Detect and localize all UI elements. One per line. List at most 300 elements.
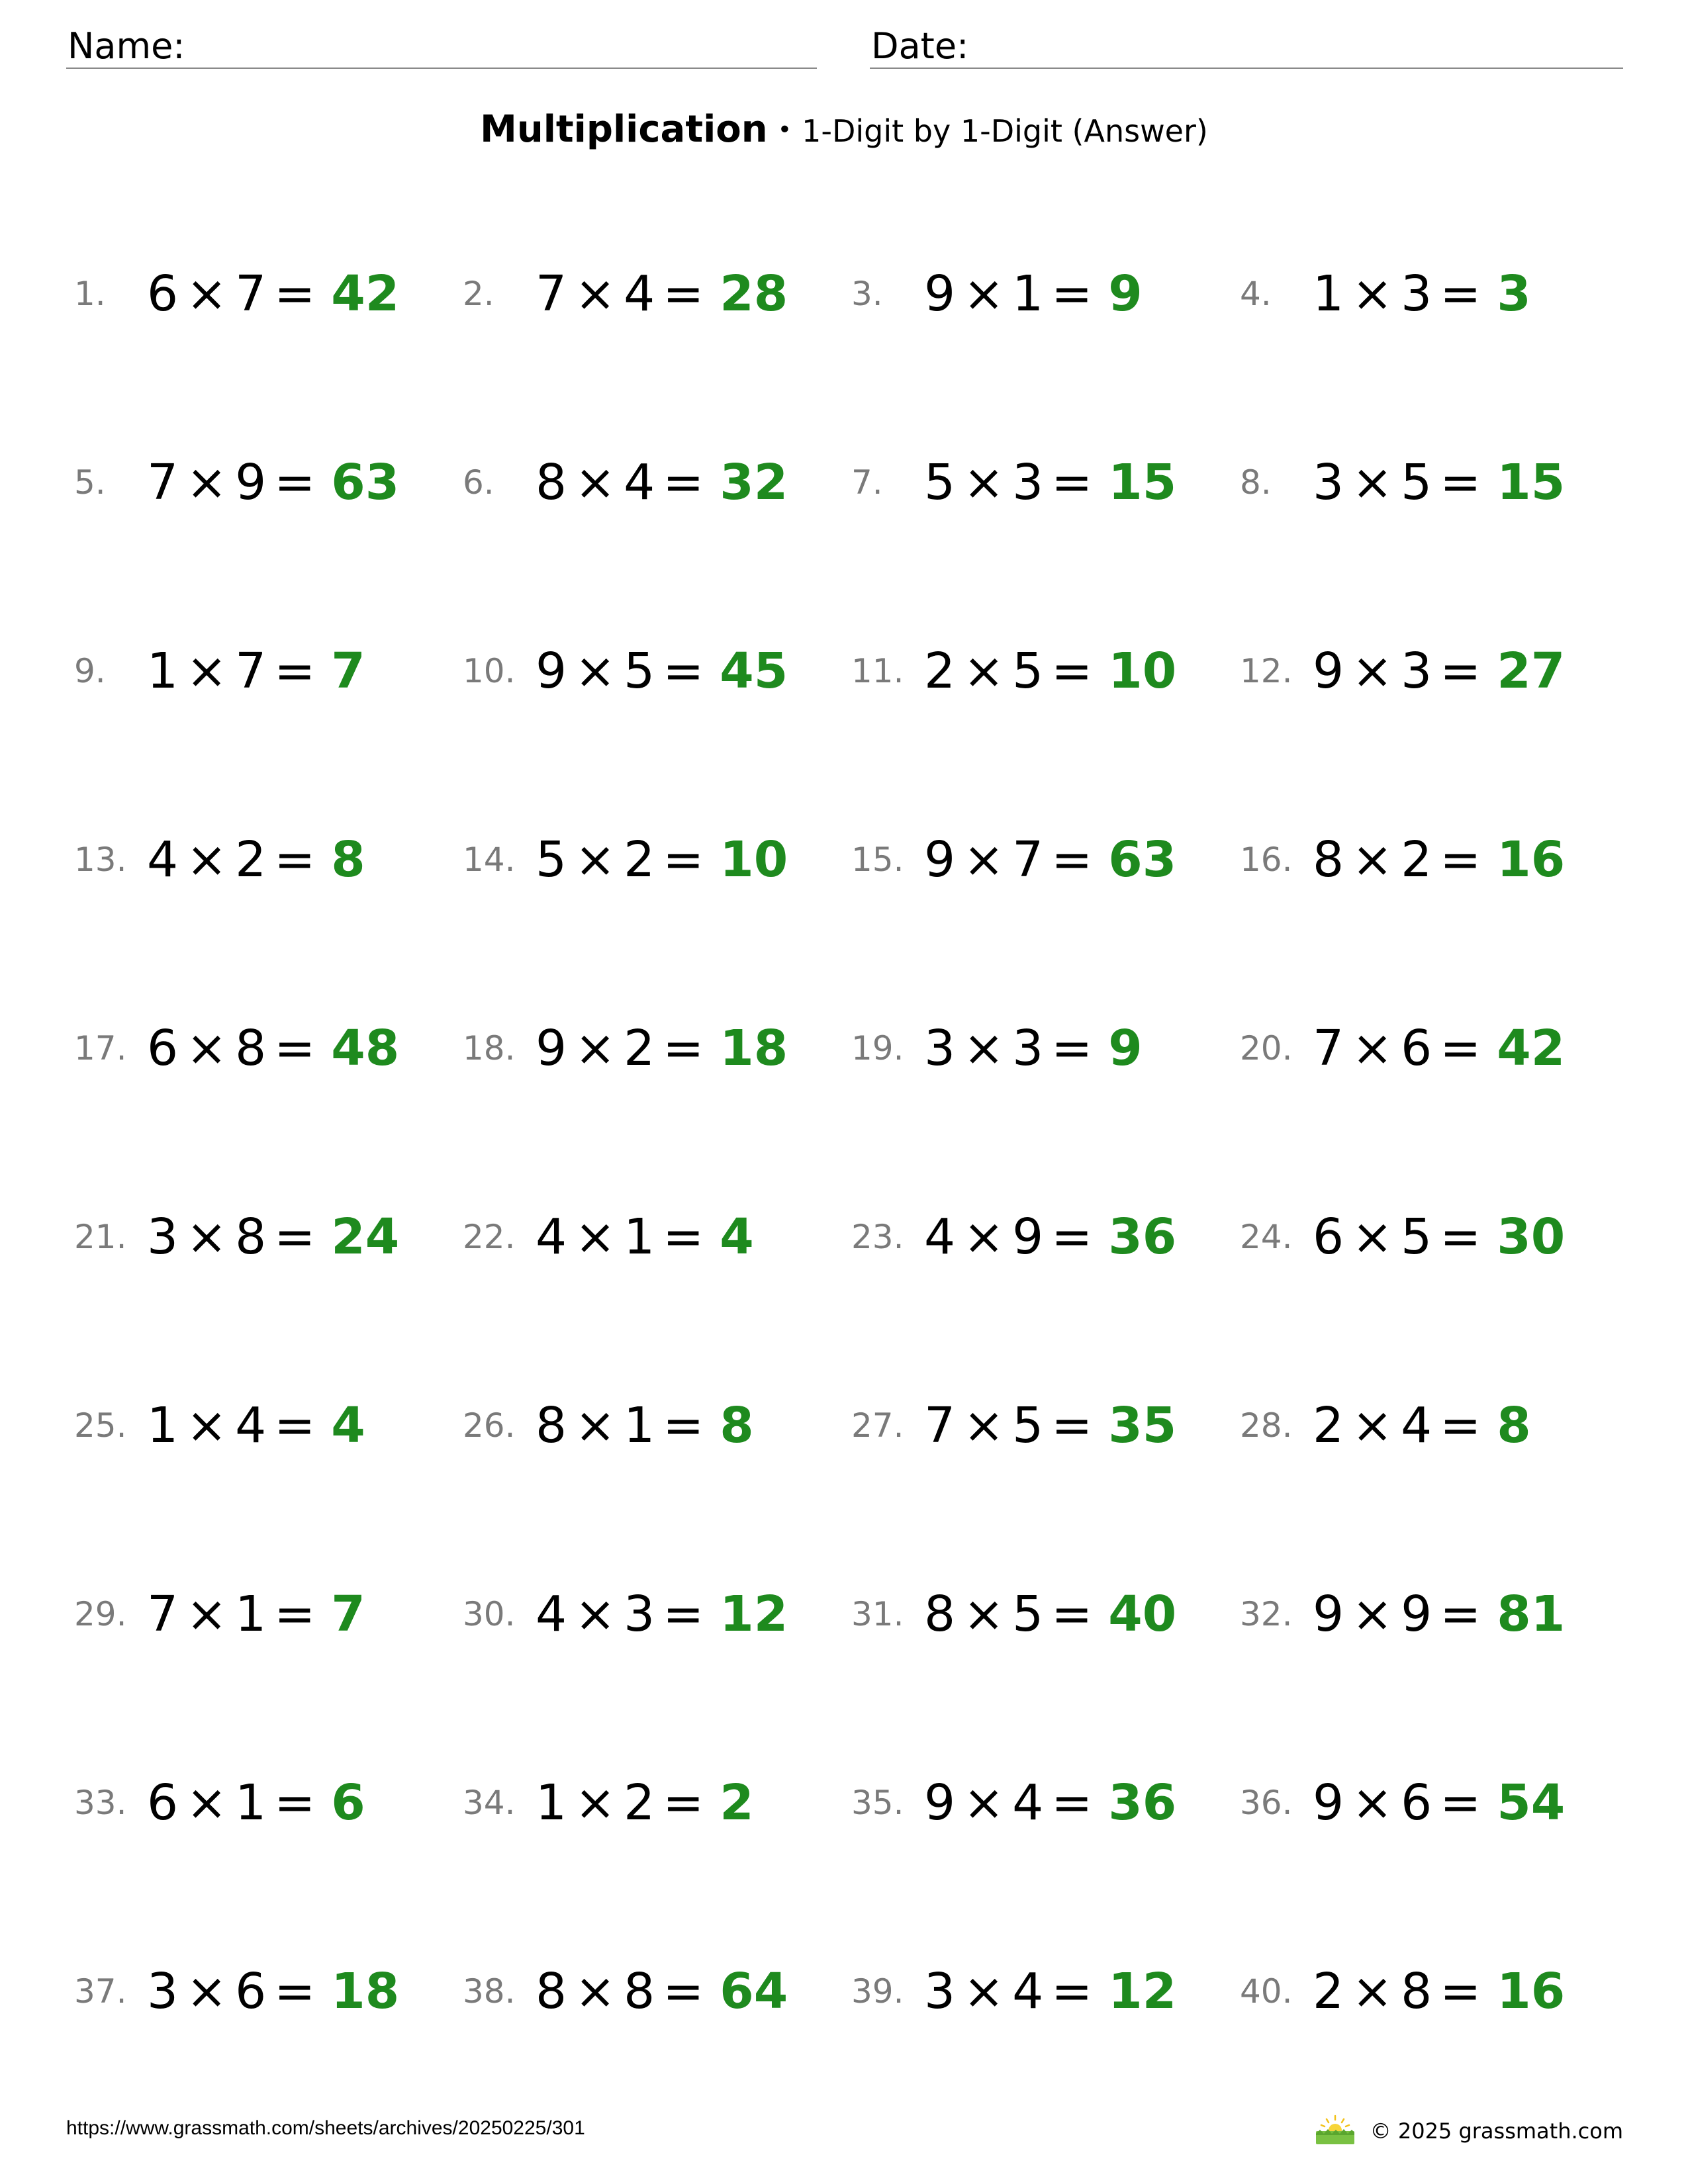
times-sign: × bbox=[963, 454, 1005, 511]
answer: 64 bbox=[720, 1963, 788, 2020]
equals-sign: = bbox=[1051, 1208, 1093, 1265]
equals-sign: = bbox=[1051, 831, 1093, 888]
problem-number: 13. bbox=[74, 841, 127, 879]
operand-b: 7 bbox=[235, 265, 267, 322]
operand-a: 8 bbox=[1313, 831, 1344, 888]
problem-expression bbox=[1313, 1398, 1531, 1453]
equals-sign: = bbox=[1440, 831, 1481, 888]
operand-a: 2 bbox=[1313, 1397, 1344, 1454]
answer: 16 bbox=[1497, 831, 1566, 888]
problem-number: 7. bbox=[851, 463, 883, 502]
operand-a: 7 bbox=[536, 265, 567, 322]
problem-number: 2. bbox=[463, 275, 494, 313]
answer: 42 bbox=[331, 265, 400, 322]
operand-b: 6 bbox=[1401, 1774, 1432, 1831]
operand-a: 1 bbox=[147, 643, 179, 700]
answer: 8 bbox=[720, 1397, 754, 1454]
problem-expression bbox=[1313, 832, 1565, 887]
name-label: Name: bbox=[68, 25, 185, 67]
problem-expression bbox=[536, 1586, 788, 1642]
equals-sign: = bbox=[274, 1963, 316, 2020]
title-bullet: • bbox=[777, 116, 792, 144]
problem-number: 37. bbox=[74, 1972, 127, 2011]
problem-number: 10. bbox=[463, 652, 516, 690]
times-sign: × bbox=[186, 1397, 228, 1454]
problem-number: 33. bbox=[74, 1784, 127, 1822]
problem-number: 18. bbox=[463, 1029, 516, 1068]
problem-expression bbox=[147, 643, 365, 699]
answer: 7 bbox=[331, 1586, 365, 1643]
answer: 45 bbox=[720, 643, 788, 700]
problem-item bbox=[74, 1330, 463, 1519]
operand-b: 8 bbox=[235, 1020, 267, 1077]
problem-expression bbox=[147, 832, 365, 887]
problem-expression bbox=[924, 643, 1176, 699]
times-sign: × bbox=[186, 1586, 228, 1643]
answer: 42 bbox=[1497, 1020, 1566, 1077]
operand-b: 1 bbox=[624, 1208, 655, 1265]
problem-expression bbox=[1313, 1209, 1565, 1265]
problem-grid bbox=[74, 199, 1650, 2085]
answer: 8 bbox=[331, 831, 365, 888]
times-sign: × bbox=[1352, 454, 1393, 511]
operand-b: 2 bbox=[1401, 831, 1432, 888]
problem-expression bbox=[147, 1209, 399, 1265]
problem-item bbox=[463, 1896, 851, 2085]
problem-item bbox=[463, 576, 851, 764]
times-sign: × bbox=[186, 1774, 228, 1831]
problem-number: 5. bbox=[74, 463, 106, 502]
problem-number: 8. bbox=[1240, 463, 1272, 502]
times-sign: × bbox=[186, 1963, 228, 2020]
title-main: Multiplication bbox=[480, 108, 768, 151]
problem-item bbox=[463, 199, 851, 387]
problem-item bbox=[1240, 1896, 1628, 2085]
problem-item bbox=[1240, 953, 1628, 1142]
problem-item bbox=[74, 1519, 463, 1707]
answer: 15 bbox=[1497, 454, 1566, 511]
times-sign: × bbox=[1352, 831, 1393, 888]
problem-number: 6. bbox=[463, 463, 494, 502]
equals-sign: = bbox=[274, 1774, 316, 1831]
problem-item bbox=[463, 1330, 851, 1519]
problem-item bbox=[1240, 387, 1628, 576]
equals-sign: = bbox=[1440, 1397, 1481, 1454]
problem-number: 29. bbox=[74, 1595, 127, 1633]
problem-number: 39. bbox=[851, 1972, 904, 2011]
problem-number: 12. bbox=[1240, 652, 1293, 690]
answer: 18 bbox=[331, 1963, 400, 2020]
problem-expression bbox=[1313, 266, 1531, 322]
answer: 81 bbox=[1497, 1586, 1566, 1643]
problem-number: 35. bbox=[851, 1784, 904, 1822]
answer: 36 bbox=[1108, 1208, 1177, 1265]
operand-a: 9 bbox=[536, 643, 567, 700]
answer: 8 bbox=[1497, 1397, 1531, 1454]
operand-b: 4 bbox=[1012, 1774, 1044, 1831]
operand-a: 9 bbox=[924, 1774, 956, 1831]
times-sign: × bbox=[1352, 1586, 1393, 1643]
answer: 4 bbox=[720, 1208, 754, 1265]
operand-b: 1 bbox=[624, 1397, 655, 1454]
times-sign: × bbox=[575, 265, 616, 322]
equals-sign: = bbox=[663, 643, 704, 700]
problem-item bbox=[74, 1896, 463, 2085]
operand-b: 4 bbox=[1401, 1397, 1432, 1454]
equals-sign: = bbox=[1440, 643, 1481, 700]
operand-a: 3 bbox=[924, 1963, 956, 2020]
equals-sign: = bbox=[274, 643, 316, 700]
problem-item bbox=[463, 953, 851, 1142]
operand-b: 4 bbox=[624, 454, 655, 511]
operand-a: 6 bbox=[1313, 1208, 1344, 1265]
problem-expression bbox=[1313, 1964, 1565, 2019]
operand-a: 4 bbox=[924, 1208, 956, 1265]
problem-item bbox=[851, 953, 1240, 1142]
equals-sign: = bbox=[1051, 1774, 1093, 1831]
answer: 35 bbox=[1108, 1397, 1177, 1454]
operand-a: 7 bbox=[1313, 1020, 1344, 1077]
operand-a: 8 bbox=[536, 1963, 567, 2020]
times-sign: × bbox=[575, 1208, 616, 1265]
operand-a: 6 bbox=[147, 1020, 179, 1077]
problem-item bbox=[851, 387, 1240, 576]
operand-b: 5 bbox=[1401, 454, 1432, 511]
problem-expression bbox=[147, 1775, 365, 1831]
title-subtitle: 1-Digit by 1-Digit (Answer) bbox=[802, 113, 1208, 149]
times-sign: × bbox=[1352, 1397, 1393, 1454]
operand-b: 9 bbox=[1012, 1208, 1044, 1265]
answer: 24 bbox=[331, 1208, 400, 1265]
equals-sign: = bbox=[1440, 454, 1481, 511]
answer: 28 bbox=[720, 265, 788, 322]
operand-b: 3 bbox=[1401, 643, 1432, 700]
problem-expression bbox=[1313, 643, 1565, 699]
answer: 63 bbox=[331, 454, 400, 511]
operand-b: 5 bbox=[1012, 1586, 1044, 1643]
operand-a: 3 bbox=[147, 1208, 179, 1265]
times-sign: × bbox=[575, 643, 616, 700]
equals-sign: = bbox=[274, 1208, 316, 1265]
equals-sign: = bbox=[274, 454, 316, 511]
operand-b: 2 bbox=[624, 1774, 655, 1831]
operand-a: 3 bbox=[924, 1020, 956, 1077]
operand-a: 8 bbox=[924, 1586, 956, 1643]
operand-b: 5 bbox=[1012, 643, 1044, 700]
date-field[interactable] bbox=[870, 24, 1623, 69]
problem-number: 36. bbox=[1240, 1784, 1293, 1822]
operand-b: 8 bbox=[624, 1963, 655, 2020]
problem-item bbox=[463, 1519, 851, 1707]
equals-sign: = bbox=[1051, 454, 1093, 511]
problem-number: 17. bbox=[74, 1029, 127, 1068]
operand-a: 9 bbox=[924, 265, 956, 322]
problem-expression bbox=[147, 1398, 365, 1453]
problem-item bbox=[463, 1707, 851, 1896]
operand-b: 4 bbox=[235, 1397, 267, 1454]
problem-item bbox=[74, 953, 463, 1142]
answer: 9 bbox=[1108, 1020, 1143, 1077]
answer: 12 bbox=[1108, 1963, 1177, 2020]
problem-expression bbox=[1313, 1586, 1565, 1642]
problem-expression bbox=[1313, 1021, 1565, 1076]
footer-url[interactable]: https://www.grassmath.com/sheets/archives/20250225/301 bbox=[66, 2117, 585, 2139]
problem-item bbox=[851, 1142, 1240, 1330]
problem-item bbox=[74, 1707, 463, 1896]
problem-item bbox=[1240, 199, 1628, 387]
operand-a: 1 bbox=[1313, 265, 1344, 322]
times-sign: × bbox=[963, 643, 1005, 700]
answer: 10 bbox=[720, 831, 788, 888]
problem-number: 24. bbox=[1240, 1218, 1293, 1256]
times-sign: × bbox=[1352, 1963, 1393, 2020]
problem-expression bbox=[924, 1775, 1176, 1831]
problem-item bbox=[1240, 1142, 1628, 1330]
problem-expression bbox=[536, 643, 788, 699]
operand-b: 3 bbox=[624, 1586, 655, 1643]
problem-expression bbox=[147, 1586, 365, 1642]
equals-sign: = bbox=[1440, 265, 1481, 322]
problem-number: 30. bbox=[463, 1595, 516, 1633]
problem-expression bbox=[536, 1021, 788, 1076]
times-sign: × bbox=[963, 265, 1005, 322]
times-sign: × bbox=[1352, 1208, 1393, 1265]
page-title bbox=[0, 105, 1688, 163]
operand-a: 4 bbox=[147, 831, 179, 888]
equals-sign: = bbox=[1440, 1963, 1481, 2020]
answer: 36 bbox=[1108, 1774, 1177, 1831]
operand-a: 9 bbox=[1313, 1586, 1344, 1643]
operand-b: 8 bbox=[235, 1208, 267, 1265]
operand-b: 2 bbox=[624, 831, 655, 888]
operand-a: 5 bbox=[924, 454, 956, 511]
operand-b: 9 bbox=[1401, 1586, 1432, 1643]
equals-sign: = bbox=[274, 1397, 316, 1454]
problem-number: 34. bbox=[463, 1784, 516, 1822]
operand-a: 1 bbox=[536, 1774, 567, 1831]
operand-b: 5 bbox=[1401, 1208, 1432, 1265]
times-sign: × bbox=[963, 1963, 1005, 2020]
operand-b: 3 bbox=[1012, 454, 1044, 511]
operand-a: 4 bbox=[536, 1208, 567, 1265]
answer: 2 bbox=[720, 1774, 754, 1831]
problem-expression bbox=[924, 1586, 1176, 1642]
problem-number: 11. bbox=[851, 652, 904, 690]
times-sign: × bbox=[963, 831, 1005, 888]
problem-item bbox=[851, 1707, 1240, 1896]
times-sign: × bbox=[186, 265, 228, 322]
times-sign: × bbox=[1352, 1020, 1393, 1077]
date-label: Date: bbox=[871, 25, 969, 67]
operand-b: 9 bbox=[235, 454, 267, 511]
problem-number: 26. bbox=[463, 1406, 516, 1445]
problem-item bbox=[851, 764, 1240, 953]
times-sign: × bbox=[963, 1020, 1005, 1077]
problem-expression bbox=[147, 455, 399, 510]
answer: 7 bbox=[331, 643, 365, 700]
problem-number: 32. bbox=[1240, 1595, 1293, 1633]
answer: 4 bbox=[331, 1397, 365, 1454]
footer-brand bbox=[1312, 2114, 1623, 2148]
problem-expression bbox=[536, 1775, 754, 1831]
operand-b: 6 bbox=[235, 1963, 267, 2020]
operand-a: 8 bbox=[536, 1397, 567, 1454]
operand-a: 6 bbox=[147, 1774, 179, 1831]
problem-number: 28. bbox=[1240, 1406, 1293, 1445]
answer: 54 bbox=[1497, 1774, 1566, 1831]
problem-item bbox=[74, 576, 463, 764]
problem-item bbox=[463, 764, 851, 953]
operand-b: 4 bbox=[1012, 1963, 1044, 2020]
times-sign: × bbox=[963, 1586, 1005, 1643]
operand-a: 8 bbox=[536, 454, 567, 511]
problem-expression bbox=[147, 1021, 399, 1076]
times-sign: × bbox=[186, 831, 228, 888]
problem-expression bbox=[924, 266, 1143, 322]
problem-item bbox=[74, 387, 463, 576]
problem-item bbox=[851, 1330, 1240, 1519]
equals-sign: = bbox=[1051, 1586, 1093, 1643]
equals-sign: = bbox=[1440, 1020, 1481, 1077]
problem-number: 9. bbox=[74, 652, 106, 690]
operand-a: 7 bbox=[924, 1397, 956, 1454]
problem-item bbox=[74, 1142, 463, 1330]
operand-b: 4 bbox=[624, 265, 655, 322]
problem-item bbox=[1240, 1707, 1628, 1896]
problem-number: 23. bbox=[851, 1218, 904, 1256]
answer: 6 bbox=[331, 1774, 365, 1831]
equals-sign: = bbox=[1051, 1397, 1093, 1454]
operand-a: 1 bbox=[147, 1397, 179, 1454]
times-sign: × bbox=[1352, 265, 1393, 322]
equals-sign: = bbox=[274, 265, 316, 322]
problem-number: 25. bbox=[74, 1406, 127, 1445]
problem-item bbox=[74, 764, 463, 953]
problem-expression bbox=[924, 1021, 1143, 1076]
times-sign: × bbox=[575, 1397, 616, 1454]
equals-sign: = bbox=[663, 831, 704, 888]
operand-a: 3 bbox=[147, 1963, 179, 2020]
times-sign: × bbox=[575, 1586, 616, 1643]
times-sign: × bbox=[186, 1020, 228, 1077]
problem-expression bbox=[147, 1964, 399, 2019]
operand-b: 3 bbox=[1401, 265, 1432, 322]
problem-number: 19. bbox=[851, 1029, 904, 1068]
problem-expression bbox=[924, 1209, 1176, 1265]
times-sign: × bbox=[575, 1774, 616, 1831]
problem-item bbox=[851, 1519, 1240, 1707]
equals-sign: = bbox=[1440, 1208, 1481, 1265]
answer: 48 bbox=[331, 1020, 400, 1077]
operand-a: 2 bbox=[1313, 1963, 1344, 2020]
equals-sign: = bbox=[274, 1020, 316, 1077]
operand-b: 7 bbox=[1012, 831, 1044, 888]
problem-expression bbox=[924, 1398, 1176, 1453]
operand-b: 2 bbox=[235, 831, 267, 888]
answer: 30 bbox=[1497, 1208, 1566, 1265]
times-sign: × bbox=[963, 1397, 1005, 1454]
equals-sign: = bbox=[663, 454, 704, 511]
problem-item bbox=[463, 387, 851, 576]
equals-sign: = bbox=[663, 1963, 704, 2020]
problem-number: 27. bbox=[851, 1406, 904, 1445]
problem-item bbox=[74, 199, 463, 387]
problem-expression bbox=[536, 1398, 754, 1453]
problem-item bbox=[851, 576, 1240, 764]
equals-sign: = bbox=[1440, 1586, 1481, 1643]
operand-a: 7 bbox=[147, 454, 179, 511]
answer: 63 bbox=[1108, 831, 1177, 888]
equals-sign: = bbox=[274, 831, 316, 888]
operand-b: 3 bbox=[1012, 1020, 1044, 1077]
operand-b: 5 bbox=[624, 643, 655, 700]
problem-number: 1. bbox=[74, 275, 106, 313]
answer: 3 bbox=[1497, 265, 1531, 322]
problem-item bbox=[463, 1142, 851, 1330]
operand-a: 6 bbox=[147, 265, 179, 322]
operand-a: 5 bbox=[536, 831, 567, 888]
equals-sign: = bbox=[1051, 1963, 1093, 2020]
problem-number: 4. bbox=[1240, 275, 1272, 313]
answer: 27 bbox=[1497, 643, 1566, 700]
times-sign: × bbox=[575, 1963, 616, 2020]
problem-expression bbox=[536, 1964, 788, 2019]
operand-a: 7 bbox=[147, 1586, 179, 1643]
operand-a: 9 bbox=[1313, 643, 1344, 700]
problem-expression bbox=[924, 832, 1176, 887]
problem-expression bbox=[536, 832, 788, 887]
equals-sign: = bbox=[1051, 265, 1093, 322]
times-sign: × bbox=[1352, 643, 1393, 700]
equals-sign: = bbox=[663, 1208, 704, 1265]
problem-item bbox=[1240, 1519, 1628, 1707]
operand-a: 3 bbox=[1313, 454, 1344, 511]
times-sign: × bbox=[186, 454, 228, 511]
operand-a: 2 bbox=[924, 643, 956, 700]
problem-expression bbox=[536, 266, 788, 322]
operand-b: 5 bbox=[1012, 1397, 1044, 1454]
equals-sign: = bbox=[1051, 1020, 1093, 1077]
answer: 12 bbox=[720, 1586, 788, 1643]
operand-a: 9 bbox=[1313, 1774, 1344, 1831]
answer: 10 bbox=[1108, 643, 1177, 700]
times-sign: × bbox=[186, 643, 228, 700]
grass-sun-logo-icon bbox=[1312, 2114, 1358, 2148]
equals-sign: = bbox=[1440, 1774, 1481, 1831]
times-sign: × bbox=[963, 1208, 1005, 1265]
problem-expression bbox=[536, 1209, 754, 1265]
operand-a: 9 bbox=[924, 831, 956, 888]
problem-expression bbox=[147, 266, 399, 322]
problem-number: 38. bbox=[463, 1972, 516, 2011]
operand-a: 4 bbox=[536, 1586, 567, 1643]
equals-sign: = bbox=[663, 1586, 704, 1643]
times-sign: × bbox=[575, 1020, 616, 1077]
problem-expression bbox=[1313, 1775, 1565, 1831]
equals-sign: = bbox=[663, 1397, 704, 1454]
name-field[interactable] bbox=[66, 24, 817, 69]
operand-a: 9 bbox=[536, 1020, 567, 1077]
problem-number: 31. bbox=[851, 1595, 904, 1633]
problem-item bbox=[1240, 764, 1628, 953]
times-sign: × bbox=[963, 1774, 1005, 1831]
problem-expression bbox=[1313, 455, 1565, 510]
problem-number: 15. bbox=[851, 841, 904, 879]
answer: 40 bbox=[1108, 1586, 1177, 1643]
answer: 15 bbox=[1108, 454, 1177, 511]
problem-number: 16. bbox=[1240, 841, 1293, 879]
operand-b: 2 bbox=[624, 1020, 655, 1077]
